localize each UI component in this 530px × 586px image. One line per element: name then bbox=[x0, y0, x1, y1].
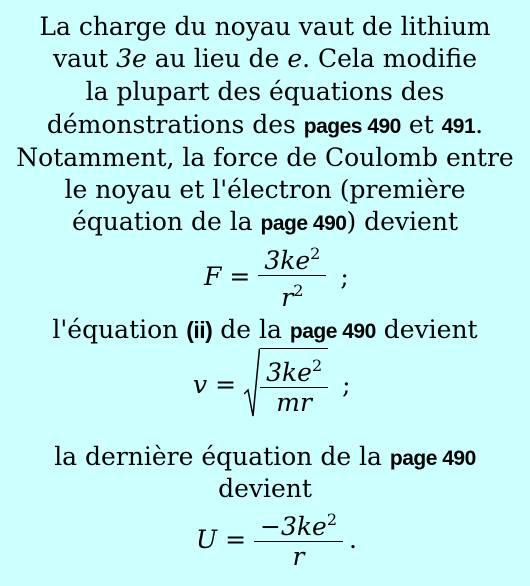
text: démonstrations des bbox=[46, 110, 304, 139]
equation-reference: (ii) bbox=[186, 317, 213, 343]
velocity-symbol: v bbox=[193, 369, 208, 399]
numerator bbox=[260, 352, 328, 387]
text: ) devient bbox=[346, 207, 458, 236]
text: . bbox=[475, 110, 484, 139]
numerator-term: −3ke bbox=[260, 512, 327, 541]
exponent: 2 bbox=[293, 281, 304, 300]
text: . Cela modifie bbox=[302, 44, 477, 73]
text: le noyau et l'électron (première bbox=[64, 175, 466, 204]
radicand bbox=[260, 348, 328, 420]
page-reference: page 490 bbox=[389, 447, 476, 470]
text-line-6 bbox=[0, 175, 530, 205]
denominator-term: mr bbox=[276, 387, 312, 417]
page-reference: page 490 bbox=[260, 212, 347, 235]
denominator bbox=[270, 388, 318, 418]
text-line-10 bbox=[0, 474, 530, 504]
denominator-term: r bbox=[281, 283, 294, 312]
exponent: 2 bbox=[326, 510, 338, 529]
text: vaut bbox=[53, 44, 117, 73]
text: de la bbox=[212, 315, 290, 344]
punctuation: ; bbox=[342, 369, 351, 399]
numerator-term: 3ke bbox=[266, 357, 312, 387]
text: l'équation bbox=[52, 315, 187, 344]
denominator bbox=[287, 542, 311, 572]
force-equation bbox=[204, 240, 349, 313]
text-line-5 bbox=[0, 143, 530, 173]
equals-sign: = bbox=[225, 524, 247, 554]
page-reference: 491 bbox=[441, 115, 476, 138]
text-line-3 bbox=[0, 77, 530, 107]
text: devient bbox=[375, 315, 478, 344]
velocity-equation bbox=[193, 348, 351, 420]
denominator-term: r bbox=[292, 542, 305, 571]
text-line-2 bbox=[0, 44, 530, 74]
text-line-8 bbox=[0, 315, 530, 347]
energy-symbol: U bbox=[196, 524, 218, 554]
equals-sign: = bbox=[229, 262, 251, 291]
energy-fraction bbox=[254, 506, 343, 572]
equals-sign: = bbox=[215, 369, 237, 399]
force-symbol: F bbox=[204, 262, 222, 291]
denominator bbox=[275, 276, 309, 313]
text: devient bbox=[218, 474, 312, 503]
text: la plupart des équations des bbox=[85, 77, 445, 106]
text: La charge du noyau vaut de lithium bbox=[39, 12, 491, 41]
text: la dernière équation de la bbox=[54, 442, 390, 471]
page-reference: page 490 bbox=[289, 320, 376, 343]
text: et bbox=[400, 110, 442, 139]
numerator bbox=[254, 506, 343, 541]
text-line-4 bbox=[0, 110, 530, 142]
punctuation: ; bbox=[340, 262, 349, 291]
text-line-7 bbox=[0, 207, 530, 239]
text: au lieu de bbox=[146, 44, 288, 73]
charge-symbol: 3e bbox=[116, 44, 147, 73]
charge-symbol: e bbox=[287, 44, 303, 73]
page-reference: pages 490 bbox=[303, 115, 401, 138]
text-line-1 bbox=[0, 12, 530, 42]
text: Notamment, la force de Coulomb entre bbox=[16, 143, 514, 172]
exponent: 2 bbox=[310, 244, 321, 263]
numerator-term: 3ke bbox=[264, 246, 311, 275]
energy-equation bbox=[196, 506, 357, 572]
text-line-9 bbox=[0, 442, 530, 474]
velocity-fraction bbox=[260, 352, 328, 418]
force-fraction bbox=[258, 240, 326, 313]
numerator bbox=[258, 240, 326, 275]
text: équation de la bbox=[72, 207, 261, 236]
exponent: 2 bbox=[311, 355, 323, 375]
square-root bbox=[244, 348, 328, 420]
punctuation: . bbox=[349, 524, 357, 554]
radical-sign-icon bbox=[244, 348, 260, 420]
